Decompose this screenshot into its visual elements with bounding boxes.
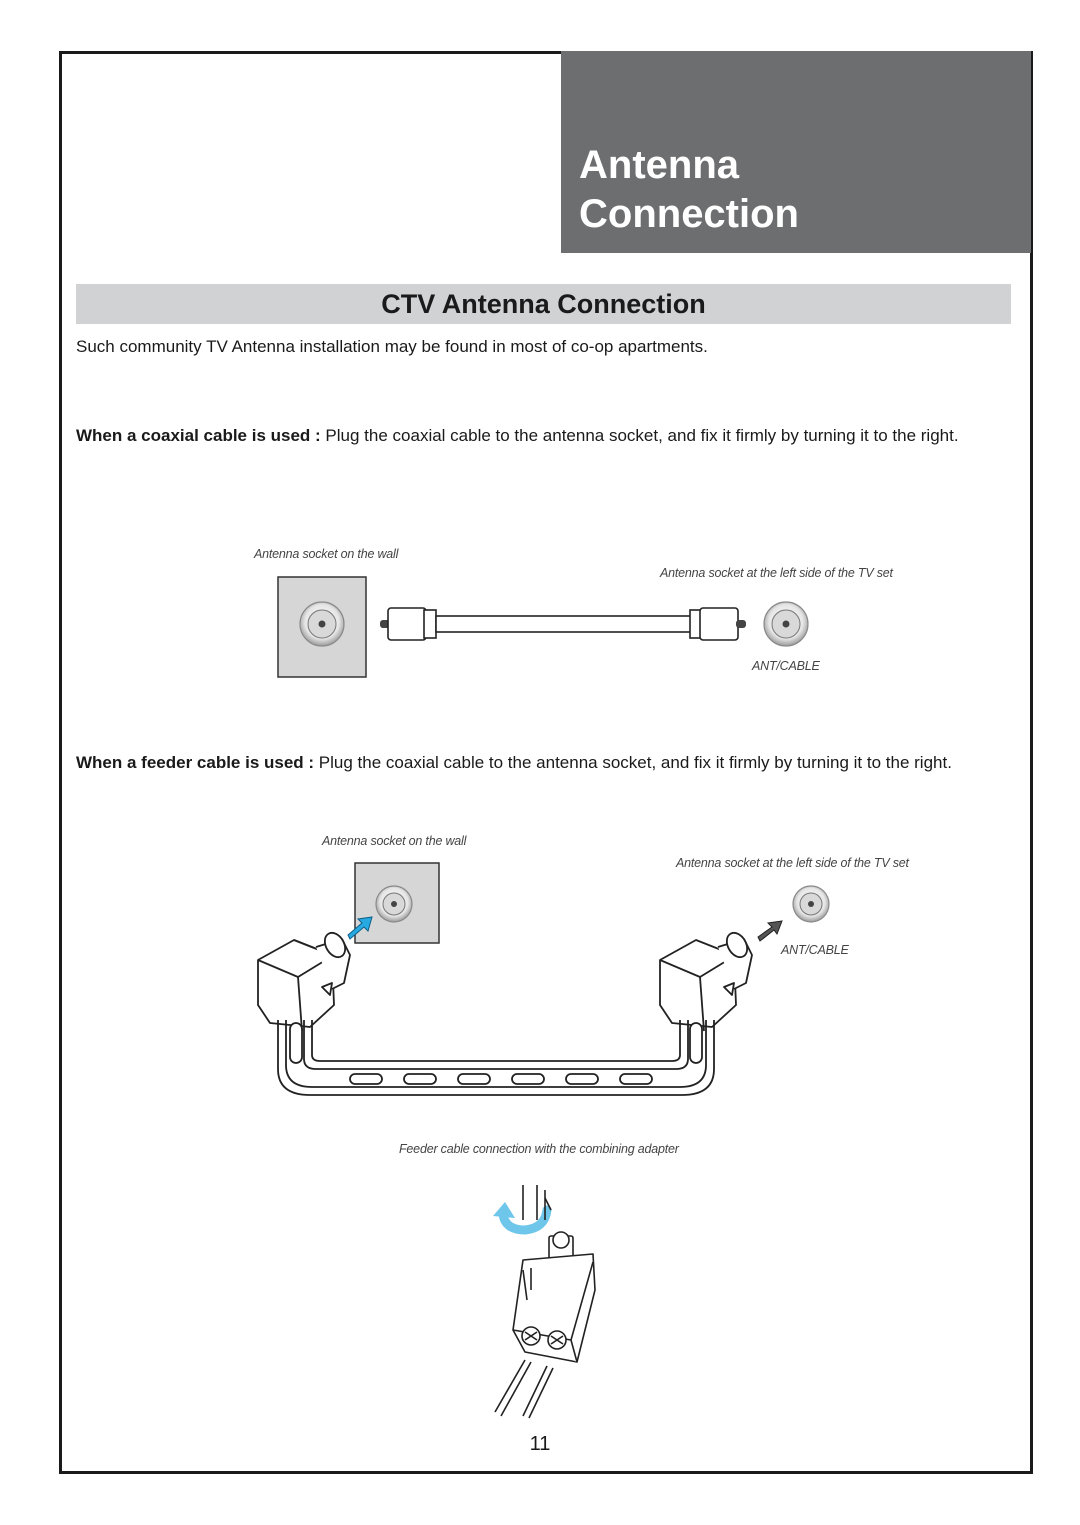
- coaxial-instruction: [76, 424, 959, 448]
- feeder-diagram: [250, 855, 870, 1105]
- feeder-label: When a feeder cable is used :: [76, 753, 315, 772]
- right-plug-adapter: [660, 929, 752, 1031]
- feeder-tv-socket-icon: [793, 886, 829, 922]
- feeder-ribbon-cable: [278, 1020, 714, 1095]
- coaxial-port-label: ANT/CABLE: [752, 659, 820, 673]
- feeder-port-label: ANT/CABLE: [781, 943, 849, 957]
- feeder-text: Plug the coaxial cable to the antenna socket, and fix it firmly by turning it to the right.: [314, 753, 952, 772]
- combining-adapter-diagram: [485, 1180, 605, 1420]
- page-title-line-2: Connection: [579, 192, 799, 236]
- feeder-wall-caption: Antenna socket on the wall: [322, 834, 467, 848]
- turn-arrow-icon: [493, 1202, 547, 1230]
- combining-adapter: [495, 1185, 595, 1418]
- section-heading: CTV Antenna Connection: [76, 284, 1011, 324]
- feeder-instruction: [76, 751, 952, 775]
- feeder-wall-socket-icon: [376, 886, 412, 922]
- coaxial-wall-caption: Antenna socket on the wall: [254, 547, 399, 561]
- coaxial-text: Plug the coaxial cable to the antenna socket, and fix it firmly by turning it to the right.: [320, 426, 959, 445]
- coaxial-cable: [380, 608, 746, 640]
- coaxial-label: When a coaxial cable is used :: [76, 426, 321, 445]
- coaxial-tv-caption: Antenna socket at the left side of the TV set: [660, 566, 893, 580]
- page-number: 11: [529, 1433, 551, 1455]
- feeder-tv-caption: Antenna socket at the left side of the TV set: [676, 856, 909, 870]
- tv-socket-icon: [764, 602, 808, 646]
- wall-socket-icon: [300, 602, 344, 646]
- left-plug-adapter: [258, 929, 350, 1031]
- insert-arrow-right-icon: [758, 921, 782, 941]
- page-title-line-1: Antenna: [579, 143, 739, 187]
- section-intro: Such community TV Antenna installation may be found in most of co-op apartments.: [76, 337, 708, 356]
- adapter-caption: Feeder cable connection with the combining adapter: [399, 1142, 679, 1156]
- coaxial-diagram: [270, 570, 830, 685]
